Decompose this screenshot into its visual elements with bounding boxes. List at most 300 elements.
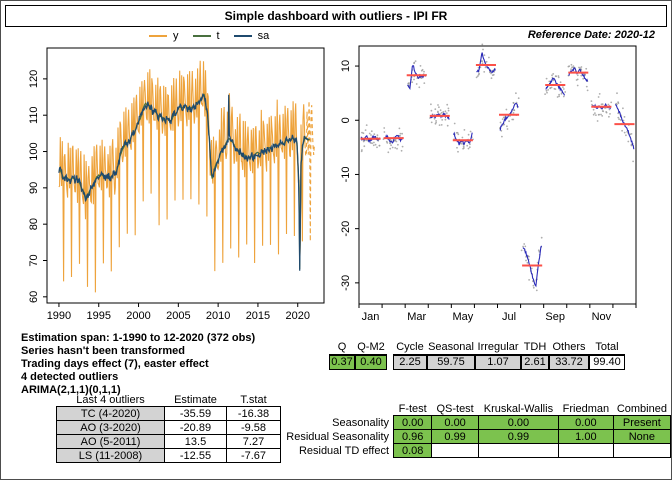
sa-series-swatch-icon [234, 35, 252, 37]
subseries-point [462, 137, 464, 139]
subseries-point [481, 60, 483, 62]
subseries-point [502, 118, 504, 120]
subseries-point [365, 129, 367, 131]
subseries-point [506, 125, 508, 127]
subseries-point [461, 143, 463, 145]
subseries-point [466, 145, 468, 147]
subseries-point [418, 86, 420, 88]
q-value-cell: 99.40 [589, 355, 625, 370]
subseries-point [508, 120, 510, 122]
subseries-line-dec [615, 105, 634, 150]
subseries-point [456, 147, 458, 149]
subseries-point [423, 82, 425, 84]
y-tick-label: 80 [28, 218, 40, 231]
t-series-line [59, 95, 310, 270]
tests-value-cell: 0.00 [558, 416, 613, 430]
x-tick-label: 2000 [126, 310, 151, 322]
subseries-point [555, 75, 557, 77]
legend-label-y: y [173, 30, 179, 42]
subseries-point [563, 88, 565, 90]
subseries-point [470, 131, 472, 133]
subseries-point [631, 133, 633, 135]
legend-item-t [193, 30, 220, 42]
y-tick-label: 0 [340, 117, 352, 124]
subseries-point [394, 147, 396, 149]
q-value-cell: 0.37 [329, 355, 355, 370]
subseries-point [448, 108, 450, 110]
q-value-cell: 2.61 [521, 355, 549, 370]
outliers-header-cell: T.stat [227, 393, 281, 407]
subseries-point [500, 122, 502, 124]
outlier-value-cell: -12.55 [165, 449, 227, 463]
q-header-cell: Others [549, 341, 589, 355]
subseries-point [598, 114, 600, 116]
subseries-point [518, 97, 520, 99]
outliers-table [56, 393, 281, 463]
subseries-point [366, 124, 368, 126]
x-tick-label: Nov [591, 311, 612, 323]
subseries-point [400, 133, 402, 135]
subseries-point [373, 144, 375, 146]
y-forecast-line [305, 101, 314, 241]
subseries-point [533, 287, 535, 289]
q-value-cell: 0.40 [355, 355, 387, 370]
tests-value-cell: Present [613, 416, 670, 430]
subseries-point [435, 120, 437, 122]
subseries-point [585, 68, 587, 70]
subseries-point [609, 113, 611, 115]
y-tick-label: 70 [28, 254, 40, 267]
subseries-point [370, 134, 372, 136]
y-tick-label: 100 [28, 142, 40, 161]
q-col [589, 341, 625, 370]
outlier-name-cell: TC (4-2020) [57, 407, 165, 421]
y-tick-label: 110 [28, 106, 40, 124]
subseries-point [415, 60, 417, 62]
subseries-point [618, 118, 620, 120]
legend-label-t: t [216, 30, 220, 42]
subseries-point [525, 260, 527, 262]
q-header-cell: Seasonal [428, 341, 474, 353]
subseries-point [577, 85, 579, 87]
subseries-point [610, 102, 612, 104]
subseries-point [397, 144, 399, 146]
subseries-point [625, 134, 627, 136]
subseries-point [483, 71, 485, 73]
outliers-row [57, 407, 281, 421]
y-series-swatch-icon [149, 35, 167, 37]
y-tick-label: -10 [340, 166, 352, 183]
subseries-point [371, 130, 373, 132]
subseries-point [365, 140, 367, 142]
subseries-point [562, 86, 564, 88]
subseries-point [600, 114, 602, 116]
q-header-cell: Q-M2 [355, 341, 387, 355]
subseries-point [581, 66, 583, 68]
subseries-point [564, 91, 566, 93]
subseries-point [546, 78, 548, 80]
tests-value-cell: None [613, 430, 670, 444]
subseries-point [593, 114, 595, 116]
subseries-point [457, 151, 459, 153]
subseries-point [361, 149, 363, 151]
subseries-point [527, 262, 529, 264]
subseries-point [512, 119, 514, 121]
subseries-point [438, 106, 440, 108]
subseries-point [448, 110, 450, 112]
info-outliers-count: 4 detected outliers [21, 371, 119, 383]
subseries-point [558, 95, 560, 97]
subseries-point [616, 92, 618, 94]
subseries-point [383, 127, 385, 129]
y-tick-label: -30 [340, 274, 352, 291]
subseries-point [546, 92, 548, 94]
outlier-name-cell: AO (3-2020) [57, 421, 165, 435]
info-td-easter: Trading days effect (7), easter effect [21, 358, 209, 370]
tests-header-cell: Friedman [558, 403, 613, 416]
subseries-point [423, 71, 425, 73]
q-header-cell: Q [329, 341, 355, 355]
q-value-cell: 2.25 [393, 355, 427, 370]
subseries-point [595, 114, 597, 116]
tests-value-cell: 0.99 [432, 430, 479, 444]
tests-header-cell: Kruskal-Wallis [478, 403, 558, 416]
subseries-point [445, 110, 447, 112]
outliers-header-row [57, 393, 281, 407]
subseries-point [468, 134, 470, 136]
subseries-point [379, 145, 381, 147]
q-col [329, 341, 355, 370]
x-tick-label: 2015 [245, 310, 271, 322]
plot-box [359, 46, 636, 304]
subseries-point [627, 141, 629, 143]
subseries-point [431, 110, 433, 112]
subseries-point [390, 144, 392, 146]
q-header-cell: Irregular [475, 341, 521, 355]
subseries-point [420, 65, 422, 67]
tests-value-cell [558, 444, 613, 458]
subseries-point [464, 129, 466, 131]
page-title: Simple dashboard with outliers - IPI FR [5, 5, 667, 27]
x-tick-label: 2005 [166, 310, 191, 322]
q-col [393, 341, 427, 370]
subseries-point [622, 107, 624, 109]
subseries-point [598, 96, 600, 98]
q-col [355, 341, 387, 370]
subseries-point [577, 74, 579, 76]
tests-value-cell [613, 444, 670, 458]
subseries-point [386, 142, 388, 144]
outliers-row [57, 435, 281, 449]
info-estimation-span: Estimation span: 1-1990 to 12-2020 (372 obs) [21, 332, 256, 344]
subseries-point [608, 104, 610, 106]
legend-item-y [149, 30, 179, 42]
subseries-point [491, 77, 493, 79]
subseries-point [437, 104, 439, 106]
subseries-point [430, 103, 432, 105]
outliers-row [57, 449, 281, 463]
subseries-point [431, 122, 433, 124]
t-series-swatch-icon [193, 35, 211, 37]
subseries-point [441, 124, 443, 126]
tests-value-cell: 1.00 [558, 430, 613, 444]
subseries-point [441, 112, 443, 114]
subseries-point [582, 78, 584, 80]
subseries-point [468, 148, 470, 150]
subseries-point [493, 74, 495, 76]
subseries-point [376, 146, 378, 148]
subseries-point [546, 90, 548, 92]
subseries-point [599, 93, 601, 95]
subseries-point [446, 112, 448, 114]
tests-row [279, 430, 671, 444]
subseries-point [369, 133, 371, 135]
subseries-point [373, 133, 375, 135]
subseries-point [571, 64, 573, 66]
subseries-point [563, 96, 565, 98]
subseries-point [632, 161, 634, 163]
subseries-point [602, 110, 604, 112]
series-legend [149, 30, 269, 42]
subseries-point [442, 111, 444, 113]
subseries-point [591, 100, 593, 102]
subseries-point [371, 142, 373, 144]
subseries-point [606, 112, 608, 114]
subseries-point [506, 109, 508, 111]
tests-value-cell: 0.96 [394, 430, 432, 444]
subseries-point [555, 88, 557, 90]
subseries-point [469, 146, 471, 148]
subseries-point [392, 147, 394, 149]
subseries-point [544, 93, 546, 95]
outliers-header-cell: Last 4 outliers [57, 393, 165, 407]
y-tick-label: 60 [28, 290, 40, 303]
x-tick-label: Sep [545, 311, 565, 323]
subseries-point [375, 144, 377, 146]
subseries-point [624, 132, 626, 134]
subseries-point [401, 150, 403, 152]
subseries-point [522, 246, 524, 248]
subseries-point [413, 62, 415, 64]
subseries-point [363, 145, 365, 147]
subseries-point [462, 148, 464, 150]
q-col [475, 341, 521, 370]
subseries-point [594, 112, 596, 114]
tests-row-label: Residual TD effect [298, 444, 390, 457]
subseries-point [437, 111, 439, 113]
subseries-point [580, 75, 582, 77]
subseries-point [363, 132, 365, 134]
tests-value-cell: 0.08 [394, 444, 432, 458]
subseries-point [457, 132, 459, 134]
subseries-point [573, 65, 575, 67]
outlier-name-cell: AO (5-2011) [57, 435, 165, 449]
subseries-point [533, 285, 535, 287]
subseries-point [384, 131, 386, 133]
model-info-block [21, 332, 255, 397]
subseries-point [541, 237, 543, 239]
subseries-point [411, 81, 413, 83]
tests-value-cell: 0.00 [478, 416, 558, 430]
subseries-point [408, 82, 410, 84]
subseries-point [597, 120, 599, 122]
subseries-point [476, 77, 478, 79]
seasonality-tests-table [279, 403, 671, 458]
outlier-value-cell: 7.27 [227, 435, 281, 449]
subseries-point [395, 139, 397, 141]
subseries-point [617, 117, 619, 119]
subseries-point [515, 92, 517, 94]
subseries-point [513, 112, 515, 114]
subseries-point [422, 69, 424, 71]
q-value-cell: 1.07 [475, 355, 521, 370]
subseries-point [560, 81, 562, 83]
subseries-point [478, 74, 480, 76]
subseries-point [396, 141, 398, 143]
tests-value-cell: 0.00 [394, 416, 432, 430]
subseries-point [547, 89, 549, 91]
y-tick-label: -20 [340, 220, 352, 237]
subseries-point [551, 87, 553, 89]
subseries-point [488, 57, 490, 59]
tests-row [279, 416, 671, 430]
seasonal-subseries-plot [338, 43, 668, 335]
info-transformation: Series hasn't been transformed [21, 345, 186, 357]
subseries-point [558, 75, 560, 77]
subseries-point [481, 44, 483, 46]
subseries-point [551, 74, 553, 76]
tests-value-cell [432, 444, 479, 458]
subseries-point [389, 148, 391, 150]
subseries-point [439, 124, 441, 126]
subseries-point [482, 49, 484, 51]
subseries-point [396, 148, 398, 150]
subseries-point [570, 68, 572, 70]
subseries-point [553, 79, 555, 81]
subseries-point [608, 116, 610, 118]
subseries-point [524, 246, 526, 248]
subseries-point [440, 109, 442, 111]
tests-value-cell: 0.99 [478, 430, 558, 444]
subseries-point [469, 143, 471, 145]
tests-header-cell: Combined [613, 403, 670, 416]
y-tick-label: 90 [28, 181, 40, 194]
subseries-point [484, 54, 486, 56]
outlier-value-cell: -16.38 [227, 407, 281, 421]
subseries-point [447, 125, 449, 127]
outliers-row [57, 421, 281, 435]
subseries-point [601, 115, 603, 117]
tests-header-spacer [279, 403, 394, 416]
x-tick-label: Jul [502, 311, 517, 323]
subseries-point [445, 119, 447, 121]
subseries-point [586, 86, 588, 88]
q-header-cell: Total [589, 341, 625, 355]
subseries-point [507, 128, 509, 130]
subseries-point [536, 290, 538, 292]
subseries-point [528, 279, 530, 281]
reference-date: Reference Date: 2020-12 [527, 29, 655, 41]
x-tick-label: Jan [361, 311, 380, 323]
y-tick-label: 10 [340, 59, 352, 73]
tests-row-label: Seasonality [332, 416, 390, 429]
subseries-point [441, 119, 443, 121]
tests-header-cell: QS-test [432, 403, 479, 416]
subseries-point [528, 256, 530, 258]
x-tick-label: May [452, 311, 474, 323]
subseries-point [454, 123, 456, 125]
q-value-cell: 59.75 [427, 355, 475, 370]
x-tick-label: 2020 [285, 310, 310, 322]
subseries-point [523, 243, 525, 245]
tests-header-row [279, 403, 671, 416]
outliers-header-cell: Estimate [165, 393, 227, 407]
x-tick-label: 1990 [46, 310, 72, 322]
subseries-point [446, 104, 448, 106]
subseries-point [624, 116, 626, 118]
subseries-line-mar [407, 66, 426, 89]
subseries-point [373, 142, 375, 144]
subseries-point [593, 109, 595, 111]
y-tick-label: 120 [28, 69, 40, 89]
tests-row [279, 444, 671, 458]
subseries-line-jul [500, 104, 519, 131]
subseries-point [389, 143, 391, 145]
subseries-point [399, 128, 401, 130]
subseries-point [401, 133, 403, 135]
subseries-point [416, 83, 418, 85]
outlier-value-cell: -35.59 [165, 407, 227, 421]
subseries-point [602, 103, 604, 105]
subseries-point [513, 102, 515, 104]
q-col [521, 341, 549, 370]
subseries-point [413, 79, 415, 81]
x-tick-label: 1995 [86, 310, 111, 322]
q-value-cell: 33.72 [549, 355, 589, 370]
outlier-value-cell: -7.67 [227, 449, 281, 463]
outlier-value-cell: 13.5 [165, 435, 227, 449]
subseries-point [434, 108, 436, 110]
tests-value-cell: 0.00 [432, 416, 479, 430]
x-tick-label: 2010 [205, 310, 231, 322]
subseries-point [377, 134, 379, 136]
legend-label-sa: sa [257, 30, 270, 42]
subseries-point [558, 94, 560, 96]
subseries-point [435, 122, 437, 124]
q-header-cell: Cycle [393, 341, 427, 355]
q-col [549, 341, 589, 370]
outlier-value-cell: -20.89 [165, 421, 227, 435]
subseries-point [463, 146, 465, 148]
outlier-value-cell: -9.58 [227, 421, 281, 435]
subseries-point [568, 65, 570, 67]
subseries-point [482, 62, 484, 64]
info-arima-model: ARIMA(2,1,1)(0,1,1) [21, 384, 121, 396]
subseries-point [513, 109, 515, 111]
subseries-point [577, 79, 579, 81]
main-series-plot [9, 43, 331, 335]
q-header-cell: TDH [521, 341, 549, 355]
tests-row-label: Residual Seasonality [286, 430, 390, 443]
tests-value-cell [478, 444, 558, 458]
subseries-point [620, 119, 622, 121]
q-stats-table [329, 341, 625, 370]
outlier-name-cell: LS (11-2008) [57, 449, 165, 463]
subseries-point [486, 61, 488, 63]
subseries-point [621, 130, 623, 132]
subseries-point [387, 151, 389, 153]
subseries-point [501, 136, 503, 138]
